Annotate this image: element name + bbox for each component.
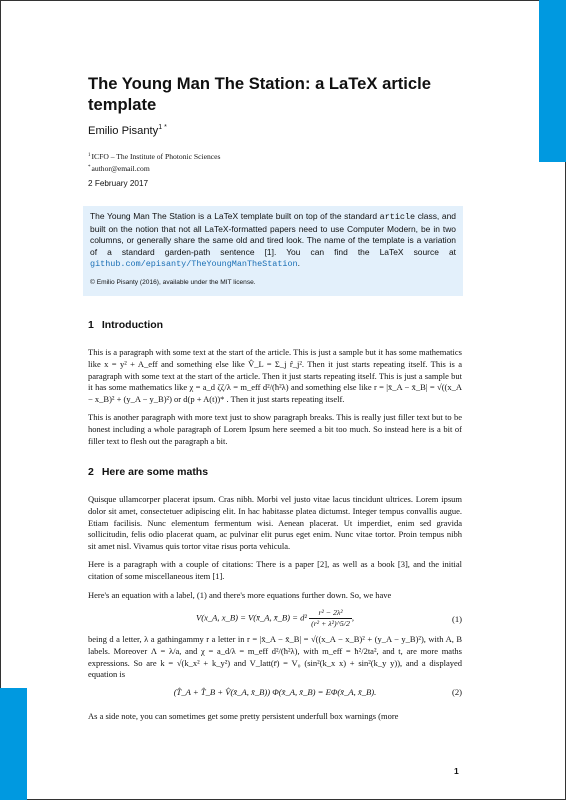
equation-1-label: (1) — [451, 614, 462, 624]
paper-date: 2 February 2017 — [88, 179, 149, 188]
intro-paragraph-1: This is a paragraph with some text at the start of the article. This is just a sample but it has some mathematics like x = y² + A_eff and something else like V̂_L = Σ_j r̂_j². Then it just starts repeating itself. This is a paragraph with some text at the start of the article. Then it just starts repeating itself. This is just a sample but it has some mathematics like χ = a_d ζζ/λ = m_eff d²/(ħ²λ) and something else like r = |x̄_A − x̄_B| = √((x_A − x_B)² + (y_A − y_B)²) or d(p + A(t))* . Then it just starts repeating itself. — [88, 347, 462, 405]
affiliation-text: ICFO – The Institute of Photonic Sciences — [91, 152, 221, 161]
citations-paragraph: Here is a paragraph with a couple of citations: There is a paper [2], as well as a book [3], and the initial citation of some miscellaneous item [1]. — [88, 559, 462, 581]
affiliation-email — [88, 162, 220, 174]
equation-intro-paragraph: Here's an equation with a label, (1) and there's more equations further down. So, we have — [88, 590, 392, 600]
abstract-text: The Young Man The Station is a LaTeX template built on top of the standard article class, and built on the notion that not all LaTeX-formatted papers need to use Computer Modern, be in two columns, or generally share the same old and tired look. The name of the template is a variation of a standard garden-path sentence [1]. You can find the LaTeX source at github.com/episanty/TheYoungManTheStation. — [90, 211, 456, 270]
accent-bar-top — [539, 0, 566, 162]
affiliation-1 — [88, 150, 220, 162]
author-email: author@email.com — [91, 164, 150, 174]
paper-title: The Young Man The Station: a LaTeX article template — [88, 74, 431, 114]
section-heading-introduction: 1 Introduction — [88, 319, 164, 331]
author-name: Emilio Pisanty — [88, 125, 159, 137]
equation-2 — [88, 686, 462, 700]
intro-paragraph-2: This is another paragraph with more text just to show paragraph breaks. This is really just filler text but to be honest including a whole paragraph of Lorem Ipsum here seemed a bit too much. So instead here is a bit of filler text to flesh out the paragraph a bit. — [88, 412, 462, 446]
affiliation-mark: 1 — [88, 153, 91, 158]
license-note: © Emilio Pisanty (2016), available under the MIT license. — [90, 278, 256, 286]
page-number: 1 — [454, 766, 459, 776]
last-line: As a side note, you can sometimes get some pretty persistent underfull box warnings (more — [88, 711, 399, 721]
author-line — [88, 124, 167, 137]
abstract-box — [83, 206, 463, 296]
affiliation-mark: * — [88, 165, 91, 171]
equation-2-label: (2) — [451, 687, 462, 697]
github-link[interactable]: github.com/episanty/TheYoungManTheStation — [90, 259, 298, 270]
post-equation-paragraph: being d a letter, λ a gathingammy r a letter in r = |x̄_A − x̄_B| = √((x_A − x_B)² + (y_A − y_B)²), with A, B labels. Moreover Λ = λ/a, and χ = a_d/λ = m_eff d²/(ħ²λ), with m_eff = ħ²/2ta², and t, are more maths expressions. So are k = √(k_x² + k_y²) and V_latt(r̄) = V₀ (sin²(k_x x) + sin²(k_y y)), and a displayed equation is — [88, 634, 462, 680]
affiliations — [88, 150, 220, 174]
lorem-paragraph: Quisque ullamcorper placerat ipsum. Cras nibh. Morbi vel justo vitae lacus tincidunt ultrices. Lorem ipsum dolor sit amet, consectetuer adipiscing elit. In hac habitasse platea dictumst. Integer tempus convallis augue. Etiam facilisis. Nunc elementum fermentum wisi. Aenean placerat. Ut imperdiet, enim sed gravida sollicitudin, felis odio placerat quam, ac pulvinar elit purus eget enim. Nunc vitae tortor. Proin tempus nibh sit amet nisl. Vivamus quis tortor vitae risus porta vehicula. — [88, 494, 462, 552]
equation-1-body: V(x_A, x_B) = V(x̄_A, x̄_B) = d² $\frac{\text{r² − 2λ²}}{\text{(r² + λ²)\textasciicircum{}5/2}}$ , — [195, 608, 355, 628]
equation-1-fraction: $\frac{\text{r² − 2λ²}}{\text{(r² + λ²)\textasciicircum{}5/2}}$ — [311, 608, 350, 628]
equation-1 — [88, 606, 462, 632]
section-heading-maths: 2 Here are some maths — [88, 466, 209, 478]
accent-bar-bottom — [0, 688, 27, 800]
equation-2-body: (T̂_A + T̂_B + V̂(x̄_A, x̄_B)) Φ(x̄_A, x̄_B) = EΦ(x̄_A, x̄_B). — [173, 687, 377, 697]
author-marks: 1 * — [158, 124, 167, 131]
code-article: article — [379, 212, 416, 222]
